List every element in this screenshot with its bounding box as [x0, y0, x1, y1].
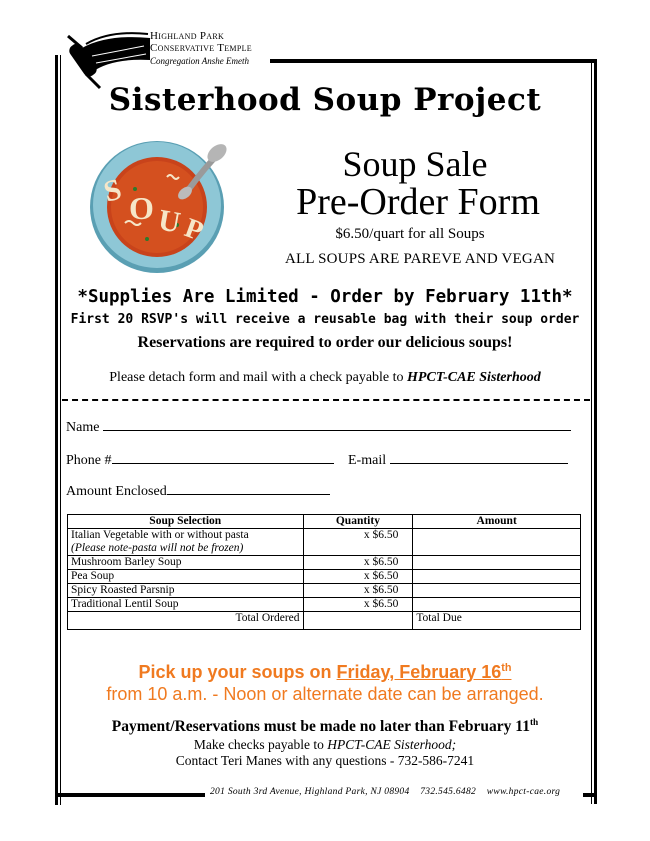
checks-prefix: Make checks payable to — [193, 737, 324, 752]
phone-input-line[interactable] — [112, 451, 334, 464]
email-field[interactable] — [348, 451, 568, 469]
detach-prefix: Please detach form and mail with a check payable to — [109, 370, 404, 385]
total-ordered-label: Total Ordered — [68, 612, 304, 630]
pickup-date-sup: th — [501, 662, 512, 674]
header-quantity: Quantity — [303, 515, 413, 529]
soup-name-cell: Mushroom Barley Soup — [68, 556, 304, 570]
footer-website: www.hpct-cae.org — [486, 787, 561, 797]
soup-letter-o: O — [129, 190, 154, 226]
checks-payee: HPCT-CAE Sisterhood; — [327, 737, 457, 752]
torah-scroll-logo — [62, 26, 152, 90]
quantity-cell[interactable]: x $6.50 — [303, 584, 413, 598]
phone-label: Phone # — [66, 453, 112, 468]
total-ordered-cell[interactable] — [303, 612, 413, 630]
amount-enclosed-input-line[interactable] — [167, 482, 330, 495]
name-input-line[interactable] — [103, 418, 571, 431]
pareve-note: ALL SOUPS ARE PAREVE AND VEGAN — [284, 251, 556, 267]
org-name — [150, 30, 252, 54]
table-total-row — [68, 612, 581, 630]
pickup-date-text: Friday, February 16 — [336, 662, 502, 682]
soup-name-cell — [68, 529, 304, 556]
soup-name-cell: Pea Soup — [68, 570, 304, 584]
amount-enclosed-field[interactable] — [66, 482, 330, 500]
soup-name-cell: Traditional Lentil Soup — [68, 598, 304, 612]
reservations-required-note: Reservations are required to order our delicious soups! — [137, 334, 513, 351]
heading-pre-order-form: Pre-Order Form — [296, 181, 540, 223]
amount-enclosed-label: Amount Enclosed — [66, 484, 167, 499]
soup-letter-u: U — [155, 203, 183, 240]
name-label: Name — [66, 420, 100, 435]
total-due-label[interactable]: Total Due — [413, 612, 581, 630]
pickup-line1 — [0, 662, 650, 683]
price-note: $6.50/quart for all Soups — [335, 226, 485, 242]
org-congregation: Congregation Anshe Emeth — [150, 56, 249, 66]
soup-name-cell: Spicy Roasted Parsnip — [68, 584, 304, 598]
table-row — [68, 570, 581, 584]
soup-bowl-icon — [85, 127, 235, 277]
amount-cell[interactable] — [413, 584, 581, 598]
pickup-prefix: Pick up your soups on — [138, 662, 332, 682]
email-input-line[interactable] — [390, 451, 568, 464]
table-header-row — [68, 515, 581, 529]
amount-cell[interactable] — [413, 570, 581, 584]
quantity-cell[interactable]: x $6.50 — [303, 556, 413, 570]
name-field[interactable] — [66, 418, 571, 436]
heading-soup-sale: Soup Sale — [342, 144, 488, 184]
soup-name: Italian Vegetable with or without pasta — [71, 529, 249, 541]
email-label: E-mail — [348, 453, 387, 468]
soup-order-table — [67, 514, 581, 630]
org-name-line2: Conservative Temple — [150, 42, 252, 54]
page-border-bottom-right — [583, 793, 597, 797]
table-row — [68, 529, 581, 556]
pickup-date — [337, 662, 512, 682]
detach-payee: HPCT-CAE Sisterhood — [407, 370, 541, 385]
first-20-rsvp-note: First 20 RSVP's will receive a reusable bag with their soup order — [70, 312, 580, 327]
table-row — [68, 584, 581, 598]
page-border-top — [270, 59, 597, 63]
payment-deadline — [0, 718, 650, 736]
phone-field[interactable] — [66, 451, 334, 469]
amount-cell[interactable] — [413, 529, 581, 556]
quantity-cell[interactable]: x $6.50 — [303, 570, 413, 584]
page-title: Sisterhood Soup Project — [108, 82, 542, 118]
table-row — [68, 556, 581, 570]
footer-street: 201 South 3rd Avenue, Highland Park, NJ 08904 — [210, 787, 410, 797]
tear-off-line — [62, 399, 590, 401]
quantity-cell[interactable]: x $6.50 — [303, 598, 413, 612]
soup-letter-s: S — [100, 172, 125, 209]
soup-letter-p: P — [180, 212, 208, 248]
contact-note: Contact Teri Manes with any questions - 732-586-7241 — [175, 753, 475, 768]
amount-cell[interactable] — [413, 556, 581, 570]
soup-note: (Please note-pasta will not be frozen) — [71, 542, 244, 554]
footer-address — [210, 787, 560, 797]
org-name-line1: Highland Park — [150, 30, 225, 42]
detach-instructions — [0, 370, 650, 386]
amount-cell[interactable] — [413, 598, 581, 612]
footer-phone: 732.545.6482 — [420, 787, 477, 797]
supplies-limited-note: *Supplies Are Limited - Order by February 11th* — [77, 287, 573, 307]
payment-deadline-text: Payment/Reservations must be made no later than February 11 — [111, 718, 530, 736]
header-soup-selection: Soup Selection — [68, 515, 304, 529]
table-row — [68, 598, 581, 612]
checks-payable-note — [0, 737, 650, 753]
header-amount: Amount — [413, 515, 581, 529]
payment-deadline-sup: th — [529, 718, 539, 728]
quantity-cell[interactable]: x $6.50 — [303, 529, 413, 556]
pickup-line2: from 10 a.m. - Noon or alternate date can be arranged. — [106, 684, 544, 704]
page-border-bottom-left — [55, 793, 205, 797]
